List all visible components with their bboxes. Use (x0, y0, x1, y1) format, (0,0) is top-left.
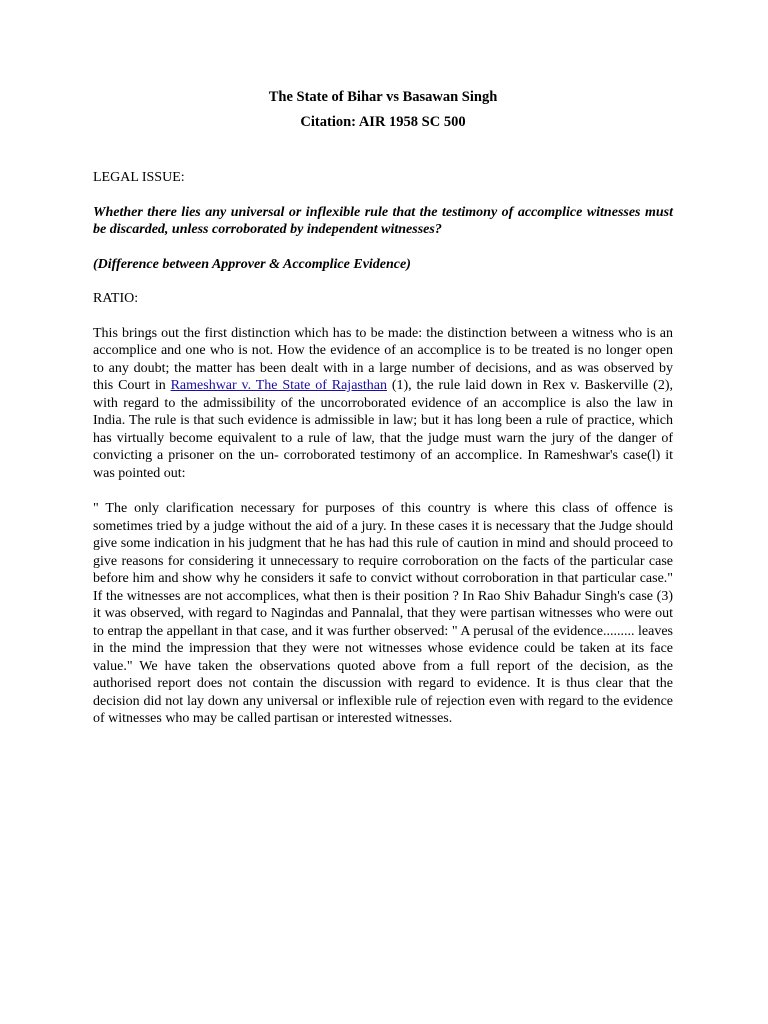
ratio-paragraph-1 (93, 325, 673, 483)
document-title: The State of Bihar vs Basawan Singh (268, 89, 498, 105)
rameshwar-case-link[interactable]: Rameshwar v. The State of Rajasthan (170, 378, 387, 393)
ratio-heading: RATIO: (93, 291, 139, 306)
case-citation: Citation: AIR 1958 SC 500 (300, 114, 466, 130)
document-page (93, 88, 673, 728)
paragraph-1-text-before-link: This brings out the first distinction which has to be made: the distinction between a witness who is an accomplice and one who is not. How the evidence of an accomplice is to be treated is no longer open to any doubt; the matter has been dealt with in a large number of decisions, and as was observed by this Court in (93, 325, 673, 393)
legal-issue-question: Whether there lies any universal or inflexible rule that the testimony of accomplice witnesses must be discarded, unless corroborated by independent witnesses? (93, 204, 673, 237)
paragraph-1-text-after-link: (1), the rule laid down in Rex v. Baskerville (2), with regard to the admissibility of the uncorroborated evidence of an accomplice is also the law in India. The rule is that such evidence is admissible in law; but it has long been a rule of practice, which has virtually become equivalent to a rule of law, that the judge must warn the jury of the danger of convicting a prisoner on the un- corroborated testimony of an accomplice. In Rameshwar's case(l) it was pointed out: (93, 378, 673, 481)
difference-note: (Difference between Approver & Accomplice Evidence) (93, 256, 411, 272)
legal-issue-heading: LEGAL ISSUE: (93, 170, 185, 185)
ratio-paragraph-2: " The only clarification necessary for purposes of this country is where this class of offence is sometimes tried by a judge without the aid of a jury. In these cases it is necessary that the Judge should give some indication in his judgment that he has had this rule of caution in mind and should proceed to give reasons for considering it unnecessary to require corroboration on the facts of the particular case before him and show why he considers it safe to convict without corroboration in that particular case." If the witnesses are not accomplices, what then is their position ? In Rao Shiv Bahadur Singh's case (3) it was observed, with regard to Nagindas and Pannalal, that they were partisan witnesses who were out to entrap the appellant in that case, and it was further observed: " A perusal of the evidence......... leaves in the mind the impression that they were not witnesses whose evidence could be taken at its face value." We have taken the observations quoted above from a full report of the decision, as the authorised report does not contain the discussion with regard to evidence. It is thus clear that the decision did not lay down any universal or inflexible rule of rejection even with regard to the evidence of witnesses who may be called partisan or interested witnesses. (93, 501, 673, 726)
